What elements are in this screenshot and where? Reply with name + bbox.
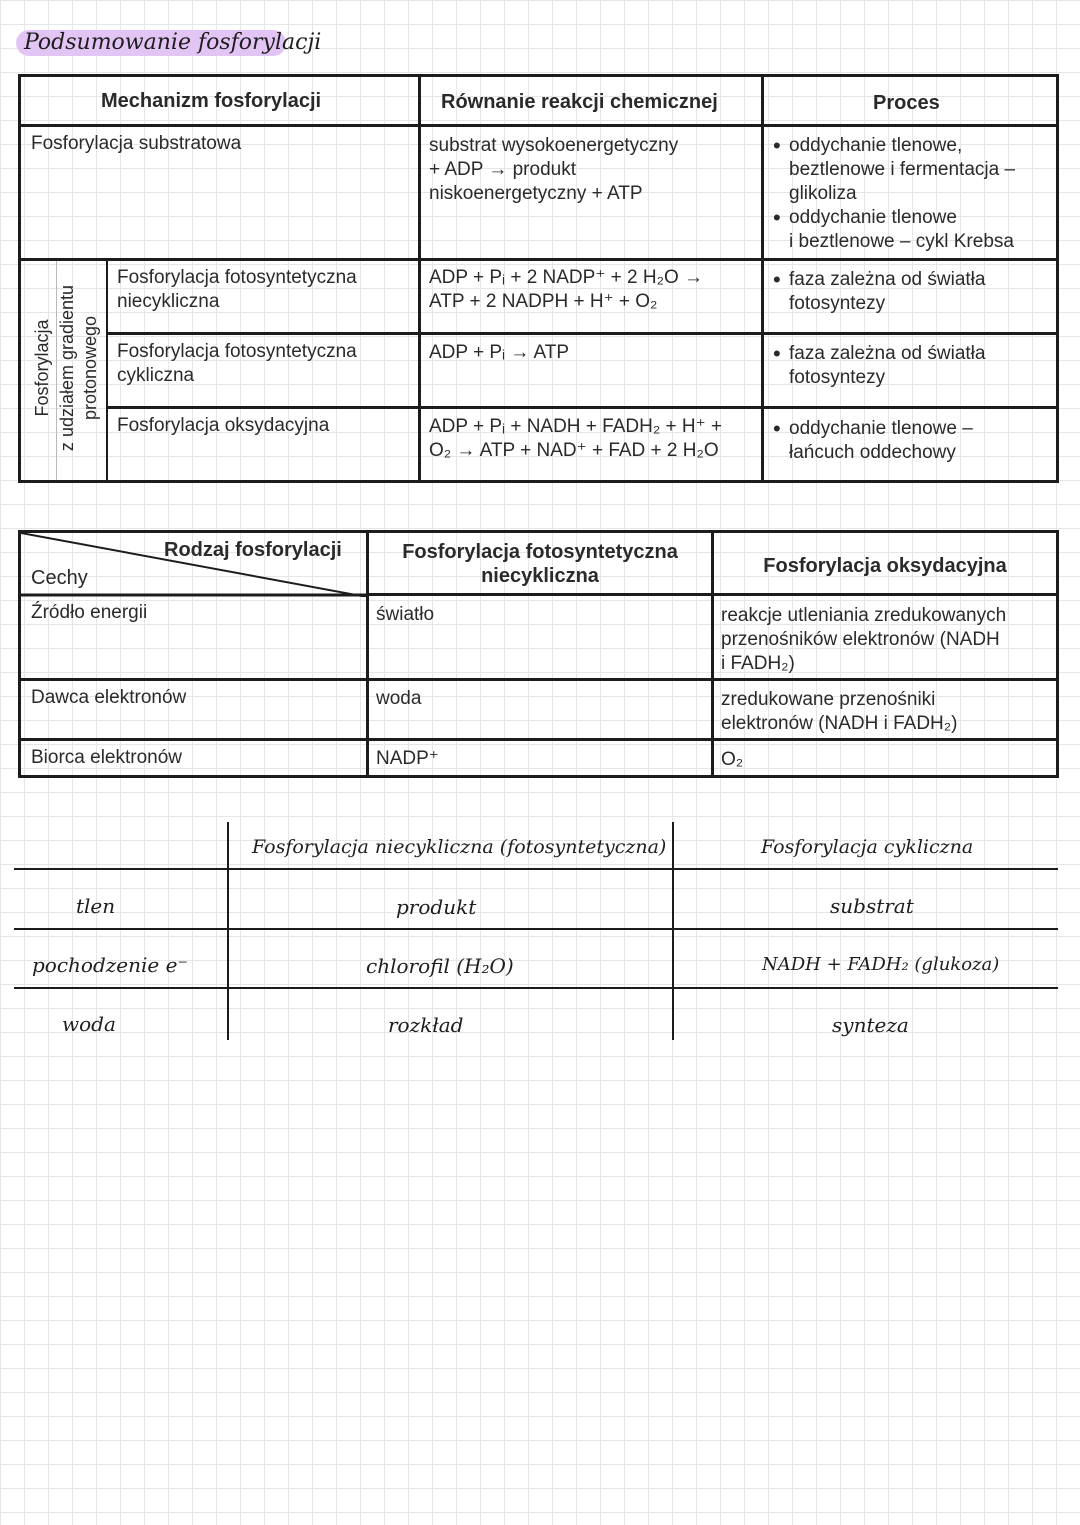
side-group-line3: protonowego bbox=[80, 315, 100, 421]
row-donor-col1: woda bbox=[376, 688, 422, 709]
header-noncyclic: Fosforylacja fotosyntetyczna niecykliczna bbox=[402, 541, 678, 587]
list-item: • oddychanie tlenowe – łańcuch oddechowy bbox=[771, 417, 973, 465]
row-acceptor-label: Biorca elektronów bbox=[31, 747, 183, 768]
header-oxidative: Fosforylacja oksydacyjna bbox=[763, 555, 1007, 577]
hand-row-water-col2: synteza bbox=[832, 1013, 909, 1037]
row-donor-col2: zredukowane przenośniki elektronów (NADH i FADH₂) bbox=[721, 689, 958, 734]
row1-process bbox=[771, 134, 1015, 254]
list-item: • oddychanie tlenowe i beztlenowe – cykl Krebsa bbox=[771, 206, 1015, 254]
hand-row-origin-col1: chlorofil (H₂O) bbox=[366, 954, 514, 978]
row-energy-col2: reakcje utleniania zredukowanych przenośników elektronów (NADH i FADH₂) bbox=[721, 605, 1007, 674]
row-donor-label: Dawca elektronów bbox=[31, 687, 187, 708]
list-item: • faza zależna od światła fotosyntezy bbox=[771, 342, 985, 390]
row-acceptor-col1: NADP⁺ bbox=[376, 748, 439, 769]
hand-row-water-label: woda bbox=[62, 1012, 116, 1036]
hand-row-oxygen-col1: produkt bbox=[396, 895, 477, 919]
hand-row-oxygen-label: tlen bbox=[76, 894, 116, 918]
row1-mechanism: Fosforylacja substratowa bbox=[31, 133, 242, 154]
row3-equation: ADP + Pᵢ → ATP bbox=[429, 342, 570, 363]
hand-header-noncyclic: Fosforylacja niecykliczna (fotosyntetyczna) bbox=[252, 836, 667, 858]
handwritten-table bbox=[14, 820, 1060, 1045]
hand-row-oxygen-col2: substrat bbox=[830, 894, 914, 918]
hand-header-cyclic: Fosforylacja cykliczna bbox=[761, 836, 974, 858]
row2-process bbox=[771, 268, 985, 316]
header-equation: Równanie reakcji chemicznej bbox=[441, 91, 718, 113]
hand-row-origin-label: pochodzenie e⁻ bbox=[32, 953, 189, 977]
row-energy-col1: światło bbox=[376, 604, 435, 625]
list-item: • faza zależna od światła fotosyntezy bbox=[771, 268, 985, 316]
list-item: • oddychanie tlenowe, beztlenowe i fermentacja – glikoliza bbox=[771, 134, 1015, 206]
side-group-line1: Fosforylacja bbox=[32, 319, 52, 417]
row3-process bbox=[771, 342, 985, 390]
row4-process bbox=[771, 417, 973, 465]
header-process: Proces bbox=[873, 92, 940, 114]
phosphorylation-table bbox=[18, 74, 1059, 483]
hand-row-origin-col2: NADH + FADH₂ (glukoza) bbox=[762, 954, 1000, 975]
side-group-line2: z udziałem gradientu bbox=[57, 284, 77, 452]
row4-mechanism: Fosforylacja oksydacyjna bbox=[117, 415, 330, 436]
hand-row-water-col1: rozkład bbox=[388, 1013, 464, 1037]
corner-bottom-label: Cechy bbox=[31, 567, 88, 589]
row1-equation: substrat wysokoenergetyczny + ADP → produkt niskoenergetyczny + ATP bbox=[429, 135, 679, 204]
row-acceptor-col2: O₂ bbox=[721, 749, 744, 770]
row-energy-label: Źródło energii bbox=[31, 602, 148, 623]
title-block bbox=[16, 28, 329, 58]
row4-equation: ADP + Pᵢ + NADH + FADH₂ + H⁺ + O₂ → ATP + NAD⁺ + FAD + 2 H₂O bbox=[429, 416, 723, 461]
row3-mechanism: Fosforylacja fotosyntetyczna cykliczna bbox=[117, 341, 357, 386]
row2-mechanism: Fosforylacja fotosyntetyczna niecykliczna bbox=[117, 267, 357, 312]
page-title: Podsumowanie fosforylacji bbox=[24, 30, 322, 55]
comparison-table bbox=[18, 530, 1059, 778]
header-mechanism: Mechanizm fosforylacji bbox=[101, 90, 322, 112]
corner-top-label: Rodzaj fosforylacji bbox=[164, 539, 342, 561]
row2-equation: ADP + Pᵢ + 2 NADP⁺ + 2 H₂O → ATP + 2 NADPH + H⁺ + O₂ bbox=[429, 267, 704, 312]
